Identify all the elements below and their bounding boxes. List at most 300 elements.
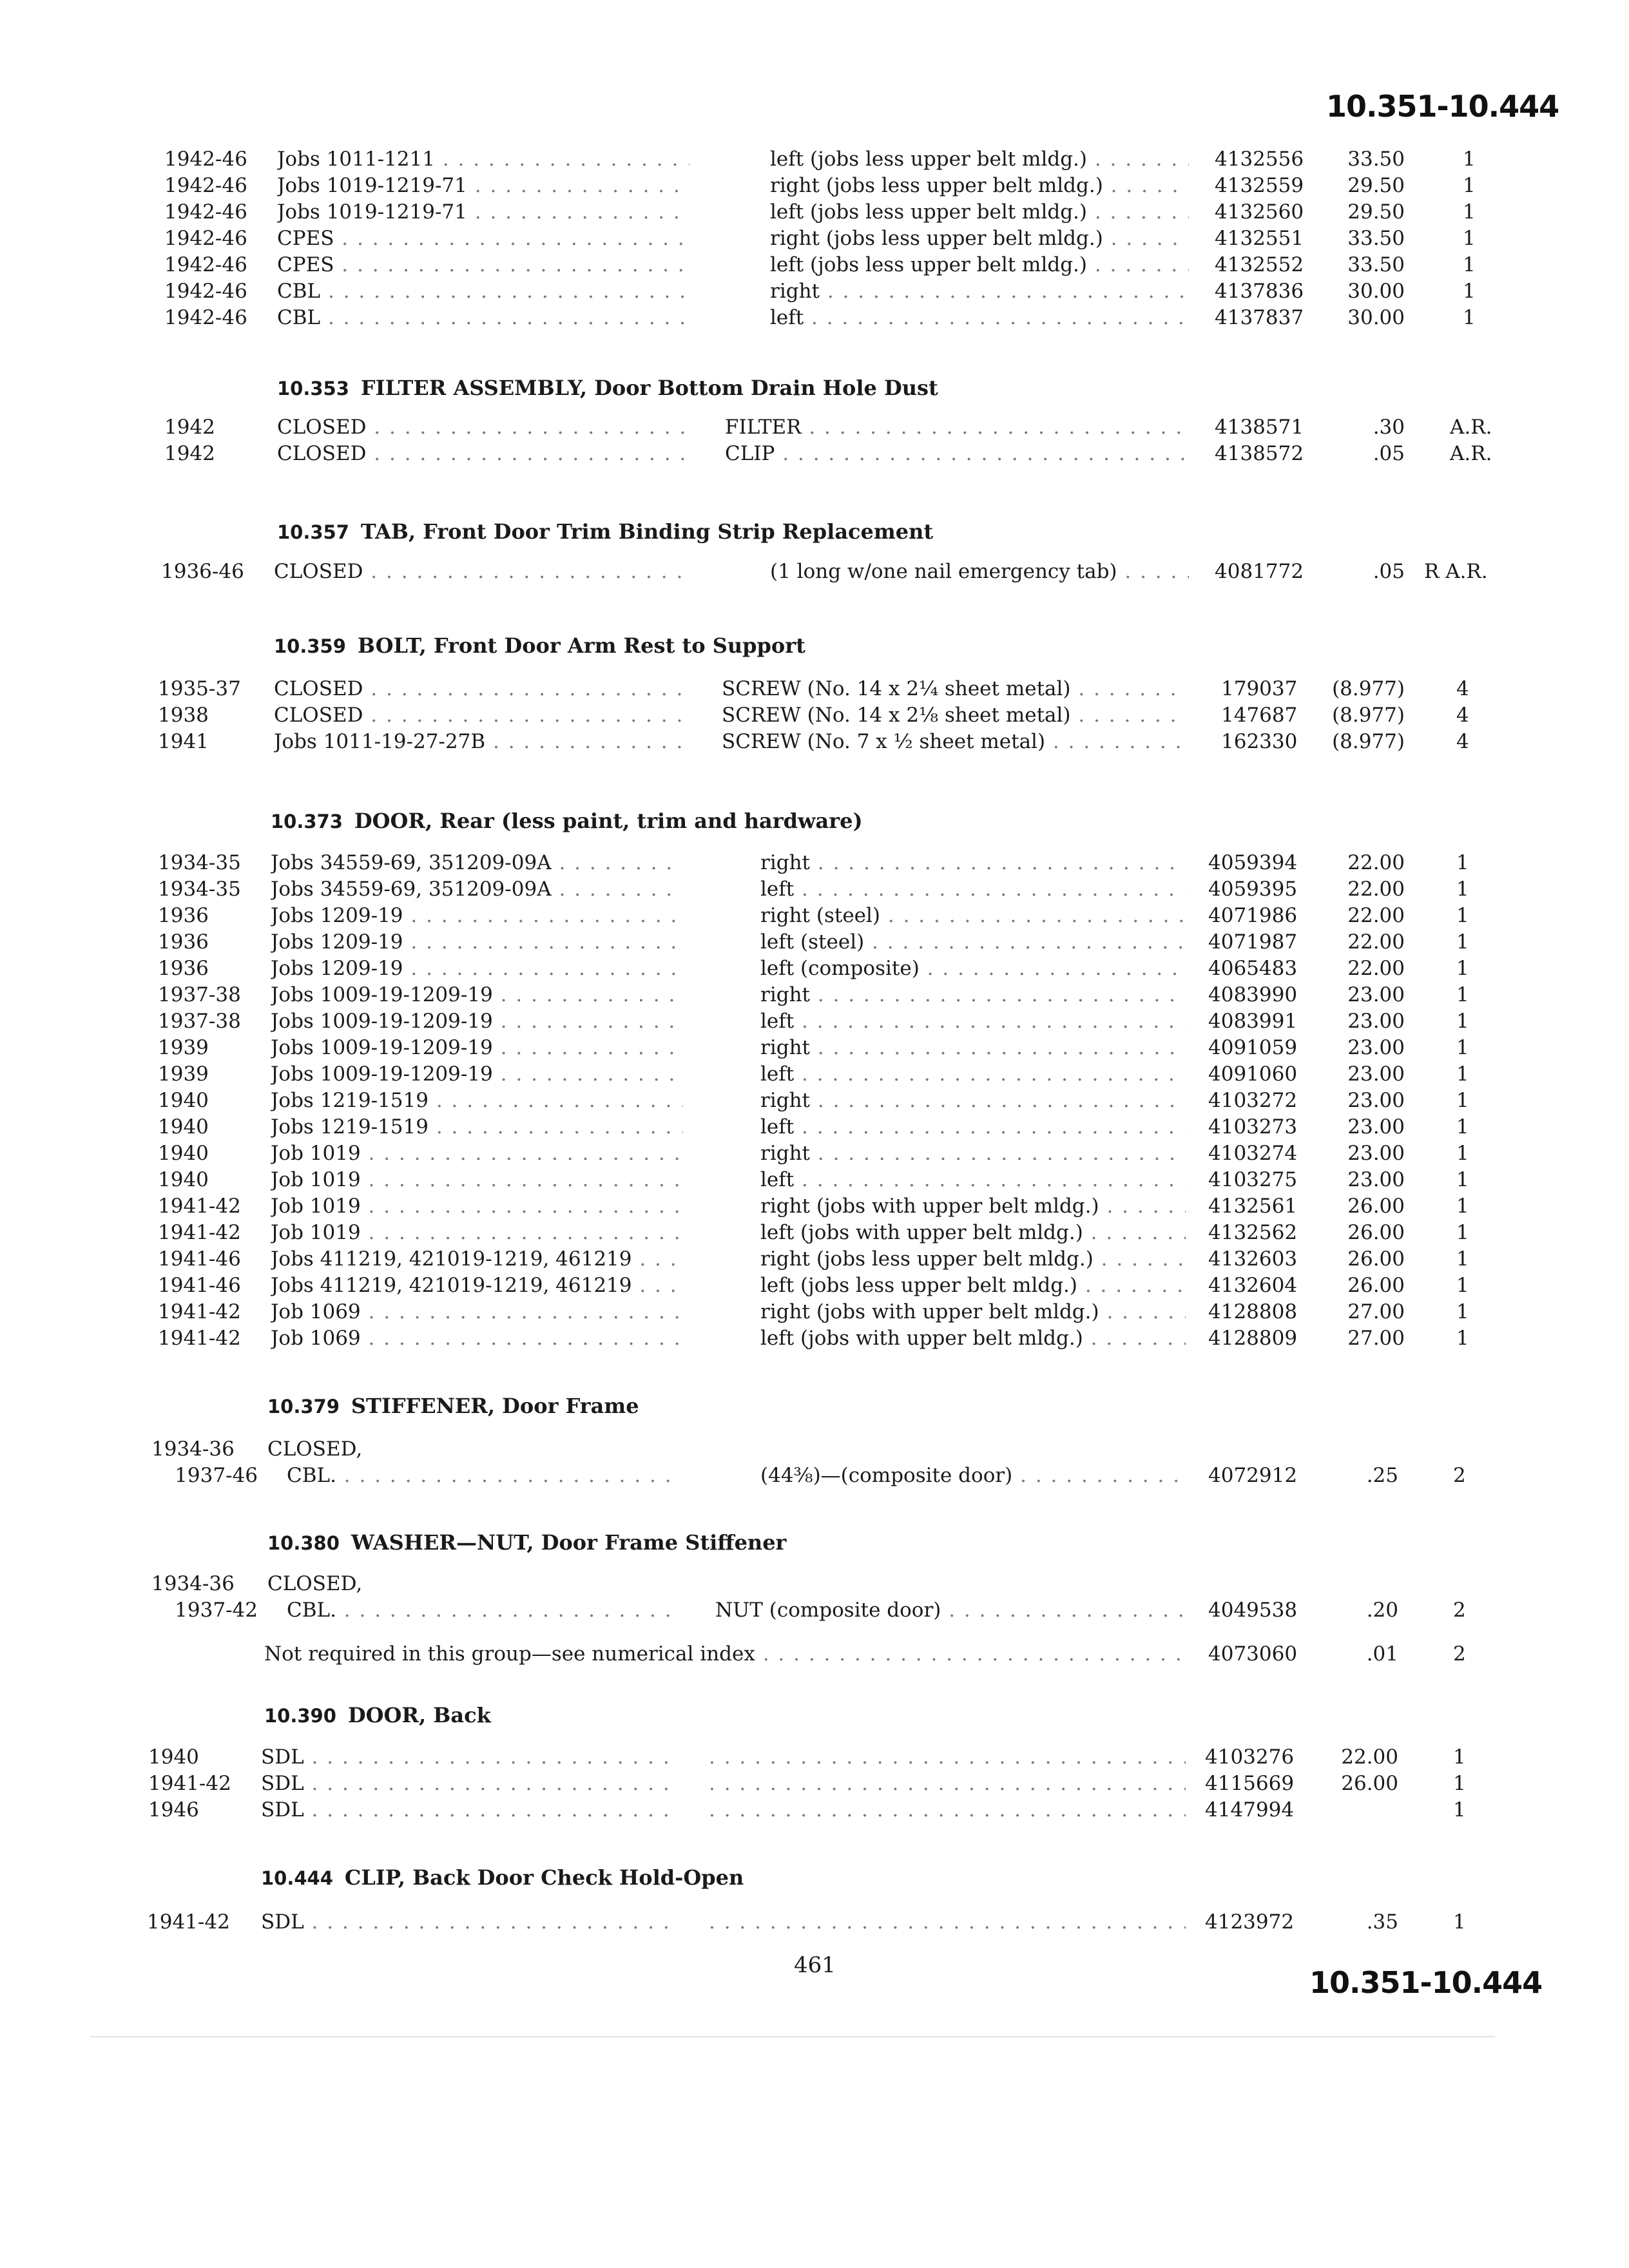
quantity-cell: 1 [1456, 983, 1469, 1006]
year-cell: 1942-46 [164, 200, 247, 224]
price-cell: 22.00 [1347, 957, 1405, 980]
year-cell: 1940 [158, 1089, 209, 1112]
part-number-cell: 4071987 [1208, 930, 1298, 954]
year-cell: 1940 [148, 1745, 199, 1769]
model-cell: Jobs 1209-19 . . . [271, 955, 683, 982]
part-number-cell: 4081772 [1215, 560, 1304, 583]
quantity-cell: 1 [1453, 1772, 1466, 1795]
quantity-cell: 2 [1453, 1642, 1466, 1666]
quantity-cell: 1 [1456, 878, 1469, 901]
desc-cell: left (jobs less upper belt mldg.) . . . [760, 1272, 1186, 1299]
table-row [0, 1113, 1629, 1140]
desc-cell: right . . . [760, 849, 1186, 876]
table-row [0, 1462, 1629, 1489]
year-cell: 1934-36 [151, 1437, 235, 1461]
quantity-cell: 1 [1456, 1221, 1469, 1244]
desc-cell: left (jobs less upper belt mldg.) . . . [770, 146, 1189, 173]
quantity-cell: R A.R. [1424, 560, 1488, 583]
year-cell: 1941-42 [147, 1910, 230, 1934]
table-row [0, 172, 1629, 199]
part-number-cell: 4137836 [1215, 280, 1304, 303]
desc-cell: (1 long w/one nail emergency tab) . . . [770, 558, 1189, 585]
table-row [0, 876, 1629, 903]
model-cell: CBL. . . . [287, 1462, 673, 1489]
table-row [0, 440, 1629, 467]
section-number: 10.444 [261, 1867, 333, 1889]
table-row [0, 1166, 1629, 1193]
quantity-cell: 1 [1456, 1142, 1469, 1165]
part-number-cell: 4073060 [1208, 1642, 1298, 1666]
model-cell: Jobs 411219, 421019-1219, 461219 . . . [271, 1245, 683, 1273]
section-heading-10-390 [264, 1701, 491, 1730]
table-row [0, 928, 1629, 956]
desc-cell: left . . . [760, 876, 1186, 903]
part-number-cell: 4132603 [1208, 1247, 1298, 1271]
leader-dots [709, 1796, 1186, 1823]
desc-cell: left (jobs with upper belt mldg.) . . . [760, 1219, 1186, 1246]
price-cell: 23.00 [1347, 1089, 1405, 1112]
leader-dots [709, 1770, 1186, 1797]
year-cell: 1941-42 [158, 1327, 241, 1350]
desc-cell: left (jobs less upper belt mldg.) . . . [770, 198, 1189, 226]
desc-cell: CLIP . . . [725, 440, 1189, 467]
model-cell: Jobs 34559-69, 351209-09A . . . [271, 876, 683, 903]
quantity-cell: 4 [1456, 704, 1469, 727]
table-row [0, 1908, 1629, 1936]
year-cell: 1940 [158, 1142, 209, 1165]
model-cell: Jobs 1009-19-1209-19 . . . [271, 1008, 683, 1035]
desc-cell: (44⅜)—(composite door) . . . [760, 1462, 1186, 1489]
part-number-cell: 4083990 [1208, 983, 1298, 1006]
price-cell: 22.00 [1341, 1745, 1398, 1769]
model-cell: CBL . . . [277, 304, 689, 331]
table-row [0, 146, 1629, 173]
part-number-cell: 4115669 [1205, 1772, 1295, 1795]
part-number-cell: 4132559 [1215, 174, 1304, 197]
quantity-cell: A.R. [1450, 416, 1492, 439]
price-cell: 22.00 [1347, 930, 1405, 954]
year-cell: 1934-35 [158, 851, 241, 874]
section-heading-10-357 [277, 517, 933, 546]
price-cell: 23.00 [1347, 1142, 1405, 1165]
desc-cell: left . . . [760, 1113, 1186, 1140]
price-cell: .01 [1366, 1642, 1398, 1666]
model-cell: Jobs 1209-19 . . . [271, 928, 683, 956]
part-number-cell: 4049538 [1208, 1599, 1298, 1622]
part-number-cell: 4103274 [1208, 1142, 1298, 1165]
price-cell: 26.00 [1347, 1221, 1405, 1244]
desc-cell: FILTER . . . [725, 414, 1189, 441]
table-row [0, 198, 1629, 226]
quantity-cell: 1 [1456, 1010, 1469, 1033]
year-cell: 1942-46 [164, 227, 247, 250]
model-cell: CLOSED . . . [277, 414, 689, 441]
table-row [0, 1770, 1629, 1797]
price-cell: .05 [1373, 560, 1405, 583]
price-cell: .05 [1373, 442, 1405, 465]
desc-cell: right (jobs less upper belt mldg.) . . . [770, 225, 1189, 252]
table-row [0, 225, 1629, 252]
section-heading-10-373 [271, 807, 863, 836]
quantity-cell: 1 [1463, 306, 1476, 329]
section-title: FILTER ASSEMBLY, Door Bottom Drain Hole Dust [360, 376, 938, 400]
price-cell: 27.00 [1347, 1300, 1405, 1323]
price-cell: 30.00 [1347, 280, 1405, 303]
year-cell: 1942-46 [164, 280, 247, 303]
price-cell: 33.50 [1347, 148, 1405, 171]
year-cell: 1936-46 [161, 560, 244, 583]
table-row [0, 702, 1629, 729]
bottom-scan-line [90, 2036, 1495, 2037]
year-cell: 1941 [158, 730, 209, 753]
price-cell: 27.00 [1347, 1327, 1405, 1350]
table-row [0, 414, 1629, 441]
model-cell: CBL . . . [277, 278, 689, 305]
section-heading-10-379 [267, 1392, 639, 1421]
table-row [0, 902, 1629, 929]
price-cell: 29.50 [1347, 200, 1405, 224]
desc-cell: right (jobs with upper belt mldg.) . . . [760, 1193, 1186, 1220]
price-cell: 23.00 [1347, 1010, 1405, 1033]
section-heading-10-353 [277, 374, 938, 403]
part-number-cell: 4059394 [1208, 851, 1298, 874]
section-heading-10-380 [267, 1528, 786, 1557]
table-row [0, 1034, 1629, 1061]
model-cell: SDL . . . [261, 1744, 673, 1771]
price-cell: .25 [1366, 1464, 1398, 1487]
desc-cell: right (jobs with upper belt mldg.) . . . [760, 1298, 1186, 1325]
year-cell: 1940 [158, 1168, 209, 1191]
price-cell: 29.50 [1347, 174, 1405, 197]
quantity-cell: 1 [1463, 227, 1476, 250]
model-cell: CPES . . . [277, 251, 689, 278]
table-row [0, 558, 1629, 585]
year-cell: 1937-38 [158, 1010, 241, 1033]
year-cell: 1939 [158, 1062, 209, 1086]
quantity-cell: 1 [1463, 280, 1476, 303]
desc-cell: left . . . [760, 1166, 1186, 1193]
quantity-cell: 1 [1453, 1798, 1466, 1821]
part-number-cell: 4132561 [1208, 1195, 1298, 1218]
part-number-cell: 4071986 [1208, 904, 1298, 927]
table-row [0, 1298, 1629, 1325]
quantity-cell: 4 [1456, 677, 1469, 700]
section-number: 10.359 [274, 635, 346, 657]
header-range: 10.351-10.444 [1326, 89, 1559, 124]
table-row [0, 849, 1629, 876]
price-cell: (8.977) [1332, 730, 1405, 753]
model-cell: Jobs 1219-1519 . . . [271, 1113, 683, 1140]
desc-cell: left . . . [760, 1008, 1186, 1035]
quantity-cell: 2 [1453, 1464, 1466, 1487]
quantity-cell: 1 [1456, 1168, 1469, 1191]
quantity-cell: 1 [1456, 1327, 1469, 1350]
part-number-cell: 4103273 [1208, 1115, 1298, 1139]
price-cell: .35 [1366, 1910, 1398, 1934]
table-row [0, 304, 1629, 331]
year-cell: 1936 [158, 904, 209, 927]
model-cell: CPES . . . [277, 225, 689, 252]
part-number-cell: 4137837 [1215, 306, 1304, 329]
section-number: 10.353 [277, 378, 349, 399]
table-row [0, 675, 1629, 702]
desc-cell: left (jobs with upper belt mldg.) . . . [760, 1325, 1186, 1352]
model-cell: Jobs 1219-1519 . . . [271, 1087, 683, 1114]
part-number-cell: 4132551 [1215, 227, 1304, 250]
price-cell: 26.00 [1347, 1274, 1405, 1297]
part-number-cell: 4128808 [1208, 1300, 1298, 1323]
table-row [0, 1087, 1629, 1114]
quantity-cell: 1 [1456, 1062, 1469, 1086]
year-cell: 1941-42 [158, 1300, 241, 1323]
model-cell: CBL. . . . [287, 1597, 673, 1624]
quantity-cell: 1 [1463, 174, 1476, 197]
part-number-cell: 4132556 [1215, 148, 1304, 171]
table-row [0, 251, 1629, 278]
year-cell: 1941-42 [158, 1221, 241, 1244]
section-number: 10.390 [264, 1705, 336, 1727]
year-cell: 1938 [158, 704, 209, 727]
price-cell: 23.00 [1347, 1115, 1405, 1139]
year-cell: 1941-42 [158, 1195, 241, 1218]
part-number-cell: 4103276 [1205, 1745, 1295, 1769]
table-row [0, 1796, 1629, 1823]
part-number-cell: 4128809 [1208, 1327, 1298, 1350]
year-cell: 1942 [164, 442, 215, 465]
desc-cell: SCREW (No. 14 x 2¼ sheet metal) . . . [722, 675, 1186, 702]
part-number-cell: 4147994 [1205, 1798, 1295, 1821]
price-cell: 22.00 [1347, 851, 1405, 874]
price-cell: .20 [1366, 1599, 1398, 1622]
quantity-cell: 1 [1456, 1195, 1469, 1218]
part-number-cell: 4132552 [1215, 253, 1304, 276]
model-cell: SDL . . . [261, 1796, 673, 1823]
price-cell: 23.00 [1347, 983, 1405, 1006]
part-number-cell: 4132562 [1208, 1221, 1298, 1244]
year-cell: 1937-46 [175, 1464, 258, 1487]
quantity-cell: 1 [1456, 930, 1469, 954]
desc-cell: SCREW (No. 7 x ½ sheet metal) . . . [722, 728, 1186, 755]
table-row [0, 1436, 1629, 1463]
year-cell: 1937-38 [158, 983, 241, 1006]
part-number-cell: 4138571 [1215, 416, 1304, 439]
price-cell: (8.977) [1332, 677, 1405, 700]
table-row [0, 1219, 1629, 1246]
part-number-cell: 4103272 [1208, 1089, 1298, 1112]
table-row [0, 1193, 1629, 1220]
year-cell: 1941-42 [148, 1772, 231, 1795]
price-cell: 23.00 [1347, 1062, 1405, 1086]
part-number-cell: 4132604 [1208, 1274, 1298, 1297]
year-cell: 1941-46 [158, 1274, 241, 1297]
model-cell: Jobs 1209-19 . . . [271, 902, 683, 929]
part-number-cell: 4132560 [1215, 200, 1304, 224]
part-number-cell: 147687 [1221, 704, 1298, 727]
model-cell: Jobs 1009-19-1209-19 . . . [271, 1034, 683, 1061]
year-cell: 1940 [158, 1115, 209, 1139]
model-cell: Jobs 1019-1219-71 . . . [277, 198, 689, 226]
table-row [0, 1245, 1629, 1273]
table-row [0, 278, 1629, 305]
section-title: DOOR, Rear (less paint, trim and hardware) [354, 809, 863, 833]
table-row [0, 1570, 1629, 1597]
year-cell: 1936 [158, 930, 209, 954]
year-cell: 1941-46 [158, 1247, 241, 1271]
desc-cell: right (jobs less upper belt mldg.) . . . [770, 172, 1189, 199]
desc-cell: right (steel) . . . [760, 902, 1186, 929]
price-cell: 22.00 [1347, 878, 1405, 901]
quantity-cell: 1 [1453, 1910, 1466, 1934]
price-cell: 22.00 [1347, 904, 1405, 927]
price-cell: 33.50 [1347, 253, 1405, 276]
table-row [0, 1008, 1629, 1035]
price-cell: .30 [1373, 416, 1405, 439]
model-cell: CLOSED . . . [274, 702, 686, 729]
quantity-cell: 1 [1456, 851, 1469, 874]
desc-cell: SCREW (No. 14 x 2⅛ sheet metal) . . . [722, 702, 1186, 729]
price-cell: 26.00 [1341, 1772, 1398, 1795]
model-cell: SDL . . . [261, 1770, 673, 1797]
model-cell: CLOSED . . . [274, 675, 686, 702]
quantity-cell: 1 [1456, 957, 1469, 980]
price-cell: 33.50 [1347, 227, 1405, 250]
quantity-cell: 1 [1463, 200, 1476, 224]
year-cell: 1937-42 [175, 1599, 258, 1622]
desc-cell: right . . . [760, 1140, 1186, 1167]
part-number-cell: 4138572 [1215, 442, 1304, 465]
part-number-cell: 4083991 [1208, 1010, 1298, 1033]
year-cell: 1936 [158, 957, 209, 980]
model-cell: Jobs 1009-19-1209-19 . . . [271, 1061, 683, 1088]
year-cell: 1942-46 [164, 148, 247, 171]
section-number: 10.379 [267, 1396, 340, 1418]
price-cell: 26.00 [1347, 1195, 1405, 1218]
model-cell: Jobs 1019-1219-71 . . . [277, 172, 689, 199]
quantity-cell: 2 [1453, 1599, 1466, 1622]
part-number-cell: 4123972 [1205, 1910, 1295, 1934]
section-title: CLIP, Back Door Check Hold-Open [344, 1865, 744, 1890]
section-title: WASHER—NUT, Door Frame Stiffener [351, 1530, 787, 1555]
price-cell: 23.00 [1347, 1036, 1405, 1059]
year-cell: 1939 [158, 1036, 209, 1059]
section-heading-10-444 [261, 1863, 744, 1892]
model-cell: Jobs 1011-1211 . . . [277, 146, 689, 173]
desc-cell: left (steel) . . . [760, 928, 1186, 956]
table-row [0, 1744, 1629, 1771]
quantity-cell: 1 [1463, 148, 1476, 171]
model-cell: Job 1019 . . . [271, 1193, 683, 1220]
page-number: 461 [794, 1952, 836, 1978]
desc-cell: left . . . [770, 304, 1189, 331]
quantity-cell: 1 [1456, 904, 1469, 927]
quantity-cell: 1 [1453, 1745, 1466, 1769]
year-cell: 1935-37 [158, 677, 241, 700]
desc-cell: right . . . [760, 1087, 1186, 1114]
leader-dots [709, 1908, 1186, 1936]
section-title: BOLT, Front Door Arm Rest to Support [357, 633, 805, 658]
quantity-cell: 1 [1456, 1300, 1469, 1323]
part-number-cell: 4091060 [1208, 1062, 1298, 1086]
year-cell: 1942-46 [164, 253, 247, 276]
model-cell: CLOSED . . . [274, 558, 686, 585]
note-text: Not required in this group—see numerical index . . . [264, 1640, 1186, 1667]
desc-cell: right . . . [770, 278, 1189, 305]
section-number: 10.357 [277, 521, 349, 543]
quantity-cell: 1 [1463, 253, 1476, 276]
table-row [0, 1140, 1629, 1167]
table-row [0, 1061, 1629, 1088]
section-heading-10-359 [274, 631, 805, 660]
model-cell: Job 1019 . . . [271, 1219, 683, 1246]
desc-cell: left (jobs less upper belt mldg.) . . . [770, 251, 1189, 278]
quantity-cell: 1 [1456, 1274, 1469, 1297]
quantity-cell: 1 [1456, 1247, 1469, 1271]
part-number-cell: 162330 [1221, 730, 1298, 753]
section-number: 10.373 [271, 811, 343, 832]
year-cell: 1942 [164, 416, 215, 439]
model-cell: SDL . . . [261, 1908, 673, 1936]
model-cell: Jobs 1009-19-1209-19 . . . [271, 981, 683, 1008]
desc-cell: right (jobs less upper belt mldg.) . . . [760, 1245, 1186, 1273]
table-row [0, 955, 1629, 982]
year-cell: 1942-46 [164, 306, 247, 329]
desc-cell: right . . . [760, 1034, 1186, 1061]
model-cell: Job 1019 . . . [271, 1140, 683, 1167]
desc-cell: right . . . [760, 981, 1186, 1008]
model-cell: Jobs 411219, 421019-1219, 461219 . . . [271, 1272, 683, 1299]
table-row [0, 728, 1629, 755]
part-number-cell: 4072912 [1208, 1464, 1298, 1487]
price-cell: 23.00 [1347, 1168, 1405, 1191]
year-cell: 1934-36 [151, 1572, 235, 1595]
model-cell: Job 1019 . . . [271, 1166, 683, 1193]
desc-cell: left (composite) . . . [760, 955, 1186, 982]
quantity-cell: A.R. [1450, 442, 1492, 465]
part-number-cell: 179037 [1221, 677, 1298, 700]
model-cell: Jobs 34559-69, 351209-09A . . . [271, 849, 683, 876]
section-title: DOOR, Back [347, 1703, 491, 1727]
model-cell: CLOSED, [267, 1437, 363, 1461]
leader-dots [709, 1744, 1186, 1771]
quantity-cell: 1 [1456, 1036, 1469, 1059]
section-title: TAB, Front Door Trim Binding Strip Replacement [360, 519, 934, 544]
price-cell: 30.00 [1347, 306, 1405, 329]
model-cell: Job 1069 . . . [271, 1298, 683, 1325]
section-number: 10.380 [267, 1532, 340, 1554]
table-row [0, 981, 1629, 1008]
model-cell: Job 1069 . . . [271, 1325, 683, 1352]
part-number-cell: 4091059 [1208, 1036, 1298, 1059]
table-row [0, 1325, 1629, 1352]
price-cell: 26.00 [1347, 1247, 1405, 1271]
price-cell: (8.977) [1332, 704, 1405, 727]
year-cell: 1934-35 [158, 878, 241, 901]
year-cell: 1942-46 [164, 174, 247, 197]
model-cell: CLOSED . . . [277, 440, 689, 467]
model-cell: CLOSED, [267, 1572, 363, 1595]
year-cell: 1946 [148, 1798, 199, 1821]
model-cell: Jobs 1011-19-27-27B . . . [274, 728, 686, 755]
section-title: STIFFENER, Door Frame [351, 1394, 639, 1418]
part-number-cell: 4065483 [1208, 957, 1298, 980]
part-number-cell: 4059395 [1208, 878, 1298, 901]
table-row [0, 1597, 1629, 1624]
quantity-cell: 4 [1456, 730, 1469, 753]
quantity-cell: 1 [1456, 1115, 1469, 1139]
table-row [0, 1272, 1629, 1299]
part-number-cell: 4103275 [1208, 1168, 1298, 1191]
footer-range: 10.351-10.444 [1309, 1965, 1543, 2000]
